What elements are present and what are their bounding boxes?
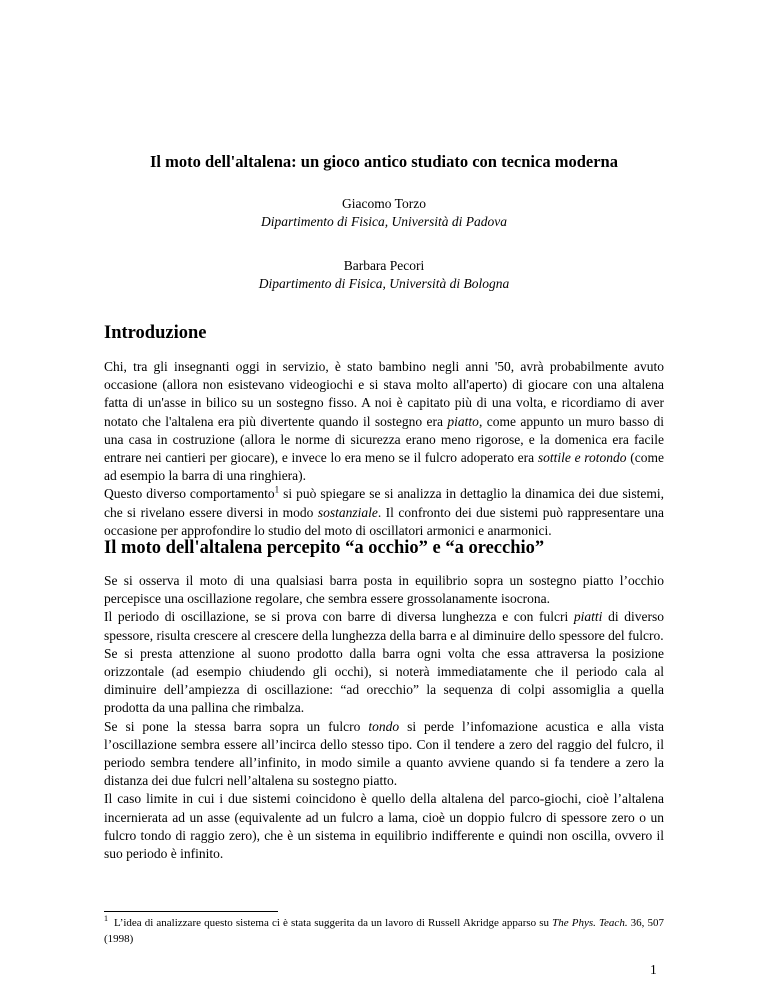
- text-run: di diverso spessore, risulta crescere al crescere della lunghezza della barra e al diminuire dello spessore del fulcro.: [104, 609, 664, 643]
- author-name: Giacomo Torzo: [342, 196, 426, 211]
- text-run: Chi, tra gli insegnanti oggi in servizio, è stato bambino negli anni '50, avrà probabilmente avuto occasione (allora non esistevano videogiochi e si stava molto all'aperto) di giocare con una altalena fatta di un'asse in bilico su un sostegno fisso. A noi è capitato più di una volta, e ricordiamo di aver notato che l'altalena era più divertente quando il sostegno era: [104, 359, 664, 429]
- footnote-mark: 1: [104, 914, 108, 924]
- author-affiliation: Dipartimento di Fisica, Università di Padova: [261, 214, 507, 229]
- paragraph: Se si presta attenzione al suono prodotto dalla barra ogni volta che essa attraversa la posizione orizzontale (ad esempio chiudendo gli occhi), si noterà immediatamente che il periodo cala al diminuire dell’ampiezza di oscillazione: “ad orecchio” la sequenza di colpi assomiglia a quella prodotta da una pallina che rimbalza.: [104, 645, 664, 716]
- text-run: Se si pone la stessa barra sopra un fulcro: [104, 718, 369, 734]
- paper-title: Il moto dell'altalena: un gioco antico studiato con tecnica moderna: [150, 152, 618, 171]
- section-body-moto: [104, 572, 664, 863]
- paragraph: [104, 608, 664, 644]
- text-run: , come appunto un muro basso di una casa in costruzione (allora le norme di sicurezza erano meno rigorose, e la domenica era facile entrare nei cantieri per giocare), e invece lo era meno se il fulcro adoperato era: [104, 413, 664, 466]
- text-run: L’idea di analizzare questo sistema ci è stata suggerita da un lavoro di Russell Akridge apparso su: [114, 917, 553, 929]
- author-block-1: [0, 195, 768, 231]
- emphasis: sottile e rotondo: [537, 450, 627, 466]
- footnote-ref[interactable]: 1: [274, 484, 280, 495]
- emphasis: tondo: [368, 718, 400, 734]
- paragraph: Se si osserva il moto di una qualsiasi barra posta in equilibrio sopra un sostegno piatto l’occhio percepisce una oscillazione regolare, che sembra essere grossolanamente isocrona.: [104, 573, 664, 607]
- section-heading-moto: Il moto dell'altalena percepito “a occhio” e “a orecchio”: [104, 538, 545, 558]
- section-body-introduzione: [104, 358, 664, 540]
- text-run: Questo diverso comportamento: [104, 486, 275, 502]
- text-run: . Il confronto dei due sistemi può rappresentare una occasione per approfondire lo studio del moto di oscillatori armonici e anarmonici.: [104, 504, 664, 538]
- text-run: si perde l’infomazione acustica e alla vista l’oscillazione sembra essere all’incirca dello stesso tipo. Con il tendere a zero del raggio del fulcro, il periodo sembra tendere all’infinito, in modo simile a quanto avviene quando si fa tendere a zero la distanza dei due fulcri nell’altalena su sostegno piatto.: [104, 718, 664, 789]
- footnote: [104, 915, 664, 947]
- section-heading-introduzione: Introduzione: [104, 323, 207, 343]
- author-affiliation: Dipartimento di Fisica, Università di Bologna: [258, 276, 510, 291]
- page-number: 1: [650, 962, 657, 977]
- footnote-divider: [104, 911, 278, 912]
- emphasis: piatti: [573, 609, 603, 625]
- emphasis: piatto: [447, 413, 479, 429]
- paragraph: [104, 485, 664, 540]
- author-name: Barbara Pecori: [343, 258, 425, 273]
- text-run: Il periodo di oscillazione, se si prova con barre di diversa lunghezza e con fulcri: [104, 609, 574, 625]
- emphasis: sostanziale: [317, 504, 378, 520]
- paragraph: Il caso limite in cui i due sistemi coincidono è quello della altalena del parco-giochi, cioè l’altalena incernierata ad un asse (equivalente ad un fulcro a lama, cioè un doppio fulcro di spessore zero o un fulcro tondo di raggio zero), che è un sistema in equilibrio indifferente e quindi non oscilla, ovvero il suo periodo è infinito.: [104, 791, 664, 862]
- paragraph: [104, 718, 664, 791]
- text-run: (come ad esempio la barra di una ringhiera).: [104, 450, 665, 484]
- text-run: 36, 507 (1998): [104, 917, 664, 945]
- text-run: si può spiegare se si analizza in dettaglio la dinamica dei due sistemi, che si rivelano essere diversi in modo: [104, 486, 664, 520]
- emphasis: The Phys. Teach.: [552, 917, 628, 929]
- paragraph: [104, 358, 664, 485]
- author-block-2: [0, 257, 768, 293]
